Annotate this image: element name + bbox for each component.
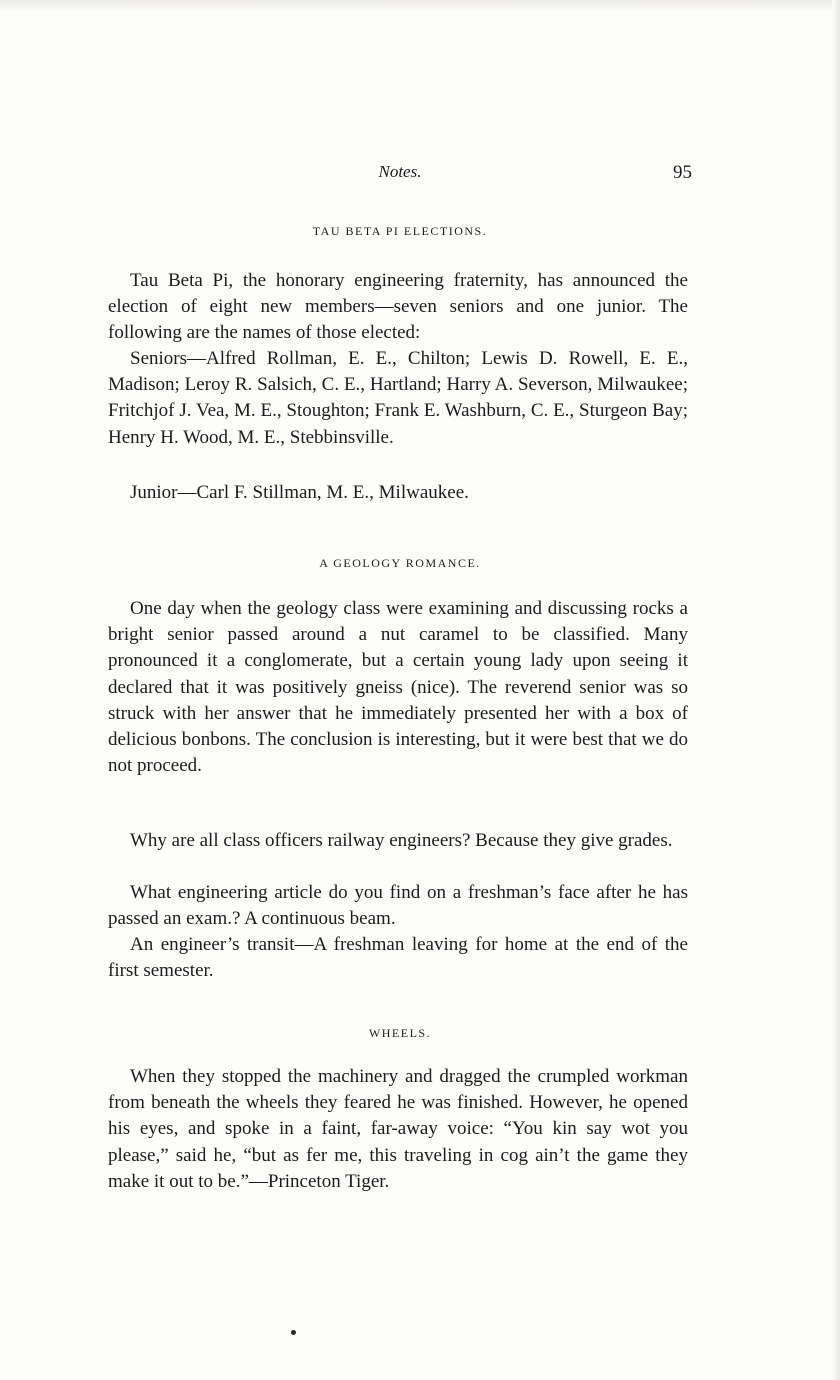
paragraph-seniors-list: Seniors—Alfred Rollman, E. E., Chilton; Lewis D. Rowell, E. E., Madison; Leroy R. Salsich, C. E., Hartland; Harry A. Severson, Milwaukee; Fritchjof J. Vea, M. E., Stoughton; Frank E. Washburn, C. E., Sturgeon Bay; Henry H. Wood, M. E., Stebbinsville. xyxy=(108,348,688,448)
paragraph-geology-story: One day when the geology class were examining and discussing rocks a bright senior passed around a nut caramel to be classified. Many pronounced it a conglomerate, but a certain young lady upon seeing it declared that it was positively gneiss (nice). The reverend senior was so struck with her answer that he immediately presented her with a box of delicious bonbons. The conclusion is interesting, but it were best that we do not proceed. xyxy=(108,598,688,777)
section-heading-geology-romance: A GEOLOGY ROMANCE. xyxy=(319,556,481,570)
footer-ink-mark xyxy=(291,1330,296,1335)
running-title: Notes. xyxy=(378,162,422,181)
paragraph-tau-beta-pi-announcement: Tau Beta Pi, the honorary engineering fraternity, has announced the election of eight new members—seven seniors and one junior. The following are the names of those elected: xyxy=(108,270,688,344)
paragraph-joke-engineers-transit: An engineer’s transit—A freshman leaving for home at the end of the first semester. xyxy=(108,934,688,982)
section-heading-tau-beta-pi: TAU BETA PI ELECTIONS. xyxy=(312,224,488,238)
paragraph-junior-list: Junior—Carl F. Stillman, M. E., Milwaukee. xyxy=(130,482,469,503)
paragraph-wheels-story: When they stopped the machinery and dragged the crumpled workman from beneath the wheels they feared he was finished. However, he opened his eyes, and spoke in a faint, far-away voice: “You kin say wot you please,” said he, “but as fer me, this traveling in cog ain’t the game they make it out to be.”—Princeton Tiger. xyxy=(108,1066,688,1192)
page-edge-shadow-right xyxy=(832,0,840,1380)
page-number: 95 xyxy=(673,162,692,183)
section-heading-wheels: WHEELS. xyxy=(368,1026,432,1040)
running-head xyxy=(108,160,692,190)
paragraph-joke-continuous-beam: What engineering article do you find on a freshman’s face after he has passed an exam.? A continuous beam. xyxy=(108,882,688,930)
paragraph-joke-class-officers: Why are all class officers railway engineers? Because they give grades. xyxy=(130,830,673,851)
page-edge-shadow-top xyxy=(0,0,840,12)
